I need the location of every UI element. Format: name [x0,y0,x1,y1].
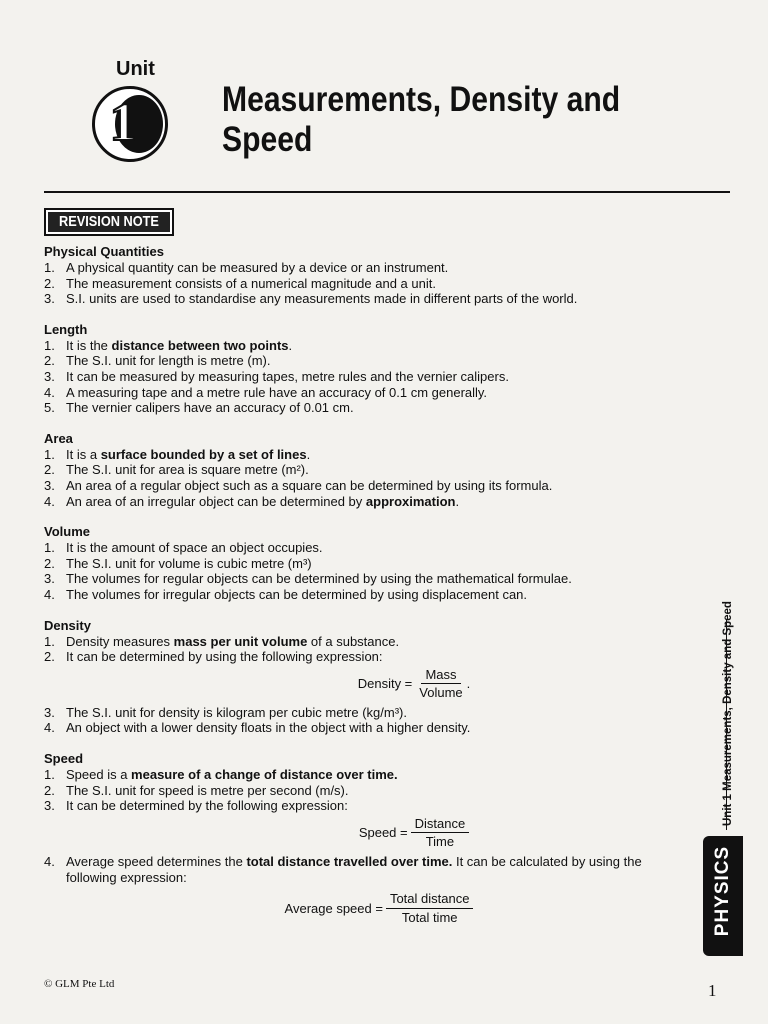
list-item: 3. S.I. units are used to standardise any measurements made in different parts of the world. [44,291,578,307]
page-number: 1 [708,981,717,1000]
copyright: © GLM Pte Ltd [44,978,115,990]
section-speed [44,751,694,925]
revision-note-label: REVISION NOTE [59,213,159,230]
section-heading: Length [44,321,88,337]
section-physical-quantities [44,244,694,307]
list-item: 1. It is the amount of space an object occupies. [44,540,323,556]
section-length [44,322,694,416]
subject-tab [703,836,743,956]
list-item: 2. It can be determined by using the following expression: [44,649,383,665]
section-heading: Density [44,617,91,633]
list-item: 3. The volumes for regular objects can be determined by using the mathematical formulae. [44,571,572,587]
section-density [44,618,694,737]
list-item: 2. The S.I. unit for speed is metre per second (m/s). [44,782,349,798]
list-item: 1. Speed is a measure of a change of distance over time. [44,767,398,783]
notes-content [44,244,694,929]
list-item: 1. It is a surface bounded by a set of lines. [44,446,311,462]
average-speed-formula: Average speed = $\frac{\text{Total distance}}{\text{Total time}}$ [64,891,694,925]
list-item: 1. A physical quantity can be measured by a device or an instrument. [44,260,449,275]
list-item: 4. A measuring tape and a metre rule have an accuracy of 0.1 cm generally. [44,384,488,400]
list-item: 4. An area of an irregular object can be determined by approximation. [44,493,460,509]
page-title: Measurements, Density and Speed [222,80,621,159]
section-heading: Speed [44,751,84,767]
unit-label: Unit [116,58,155,80]
subject-tab-label: PHYSICS [712,845,733,937]
list-item: 5. The vernier calipers have an accuracy of 0.01 cm. [44,400,354,416]
list-item: 4. An object with a lower density floats in the object with a higher density. [44,720,471,736]
revision-note-banner [44,208,174,236]
unit-number-badge [92,86,168,162]
list-item: 3. The S.I. unit for density is kilogram per cubic metre (kg/m³). [44,704,407,720]
list-item: 3. It can be determined by the following expression: [44,798,348,814]
list-item: 2. The S.I. unit for volume is cubic metre (m³) [44,555,312,571]
list-item: 3. It can be measured by measuring tapes, metre rules and the vernier calipers. [44,368,509,384]
list-item: 2. The S.I. unit for length is metre (m). [44,353,271,369]
section-volume [44,524,694,602]
density-formula: Density = $\frac{\text{Mass}}{\text{Volume}}$ . [357,666,471,701]
list-item: 2. The S.I. unit for area is square metre (m²). [44,462,309,478]
list-item: 3. An area of a regular object such as a square can be determined by using its formula. [44,477,553,493]
list-item: 2. The measurement consists of a numerical magnitude and a unit. [44,275,436,291]
title-divider [44,191,730,193]
side-unit-label: Unit 1 Measurements, Density and Speed [722,601,734,826]
section-heading: Physical Quantities [44,244,164,259]
unit-number: 1 [109,92,137,152]
list-item: 4. Average speed determines the total distance travelled over time. It can be calculated by using the following expression: [44,854,642,885]
list-item: 4. The volumes for irregular objects can be determined by using displacement can. [44,586,528,602]
section-area [44,431,694,509]
section-heading: Volume [44,524,90,540]
list-item: 1. It is the distance between two points. [44,337,293,353]
speed-formula: Speed = $\frac{\text{Distance}}{\text{Time}}$ [134,816,694,850]
bleed-through-text [360,66,363,78]
section-heading: Area [44,430,73,446]
list-item: 1. Density measures mass per unit volume of a substance. [44,633,400,649]
